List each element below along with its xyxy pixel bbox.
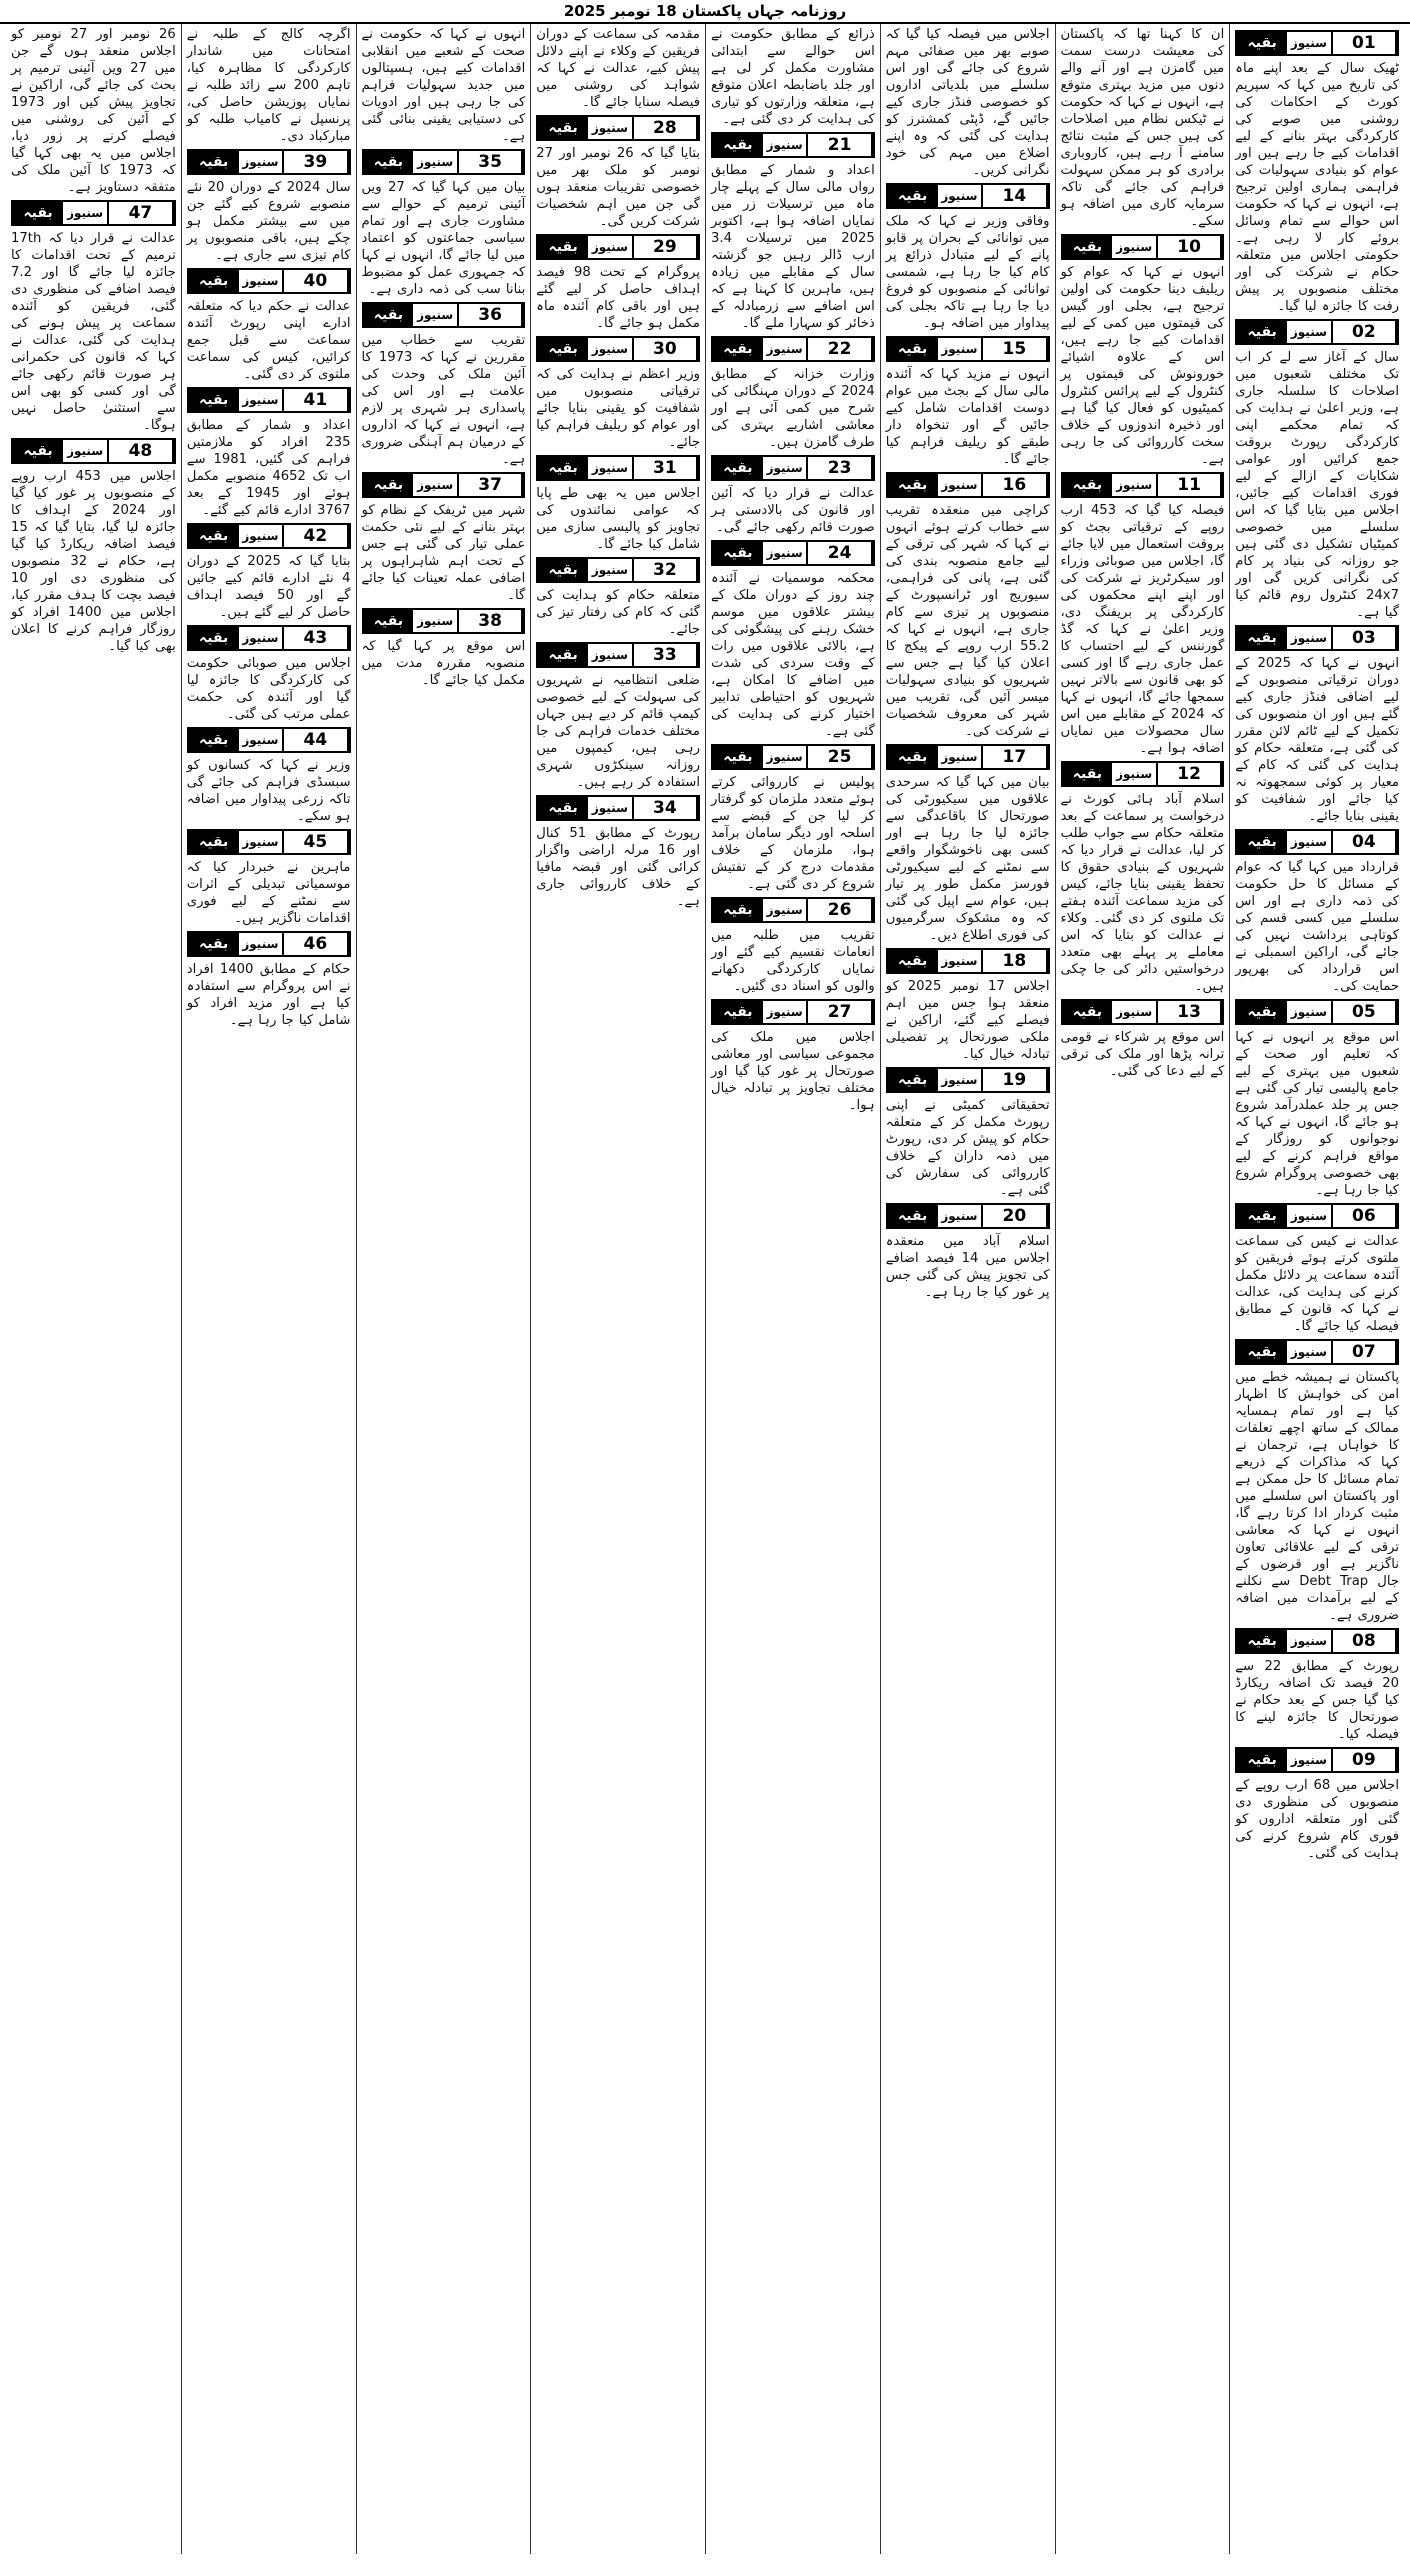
continuation-badge bbox=[362, 608, 526, 634]
badge-tag: سنیوز bbox=[1287, 321, 1333, 343]
badge-tag: سنیوز bbox=[763, 1001, 809, 1023]
badge-label: بقیہ bbox=[888, 185, 938, 207]
badge-tag: سنیوز bbox=[413, 151, 459, 173]
badge-number: 38 bbox=[459, 610, 523, 632]
badge-number: 13 bbox=[1158, 1001, 1222, 1023]
article-paragraph: اس موقع پر انہوں نے کہا کہ تعلیم اور صحت کے شعبوں میں بہتری کے لیے جامع پالیسی تیار کی گئی ہے جس پر جلد عملدرآمد شروع ہو جائے گا، انہوں نے کہا کہ نوجوانوں کو روزگار کے مواقع فراہم کرنے کے لیے بھی خصوصی پروگرام شروع کیا جا رہا ہے۔ bbox=[1235, 1030, 1399, 1198]
article-paragraph: اس موقع پر کہا گیا کہ منصوبہ مقررہ مدت میں مکمل کیا جائے گا۔ bbox=[361, 639, 526, 688]
article-paragraph: انہوں نے کہا کہ عوام کو ریلیف دینا حکومت کی اولین ترجیح ہے، بجلی اور گیس کی قیمتوں میں کمی کے لیے اقدامات کیے جا رہے ہیں، اس کے علاوہ اشیائے خورونوش کی قیمتوں پر کنٹرول کے لیے پرائس کنٹرول کمیٹیوں کو فعال کیا گیا ہے اور ذخیرہ اندوزوں کے خلاف سخت کارروائی کی جا رہی ہے۔ bbox=[1060, 265, 1225, 467]
badge-label: بقیہ bbox=[189, 525, 239, 547]
badge-number: 29 bbox=[634, 236, 698, 258]
badge-tag: سنیوز bbox=[239, 729, 285, 751]
badge-label: بقیہ bbox=[538, 338, 588, 360]
continuation-badge bbox=[886, 744, 1050, 770]
badge-number: 34 bbox=[634, 797, 698, 819]
continuation-badge bbox=[1235, 829, 1399, 855]
columns-container bbox=[6, 24, 1404, 2554]
continuation-badge bbox=[536, 642, 700, 668]
article-paragraph: 26 نومبر اور 27 نومبر کو اجلاس منعقد ہوں گے جن میں 27 ویں آئینی ترمیم پر بحث کی جائے گی، اراکین نے تجاویز پیش کیں اور 1973 کے آئین کی روشنی میں فیصلے کرنے پر زور دیا، اجلاس میں یہ بھی کہا گیا کہ 1973 کا آئین ملک کی متفقہ دستاویز ہے۔ bbox=[11, 27, 176, 195]
continuation-badge bbox=[187, 931, 351, 957]
article-paragraph: بتایا گیا کہ 2025 کے دوران 4 نئے ادارے قائم کیے جائیں گے اور 50 فیصد اہداف حاصل کر لیے گئے ہیں۔ bbox=[186, 554, 351, 620]
badge-tag: سنیوز bbox=[1287, 1341, 1333, 1363]
article-paragraph: حکام کے مطابق 1400 افراد نے اس پروگرام سے استفادہ کیا ہے اور مزید افراد کو شامل کیا جا رہا ہے۔ bbox=[186, 962, 351, 1028]
badge-number: 02 bbox=[1333, 321, 1397, 343]
badge-label: بقیہ bbox=[538, 797, 588, 819]
badge-number: 47 bbox=[109, 202, 174, 224]
continuation-badge bbox=[886, 472, 1050, 498]
badge-number: 19 bbox=[983, 1069, 1047, 1091]
badge-number: 12 bbox=[1158, 763, 1222, 785]
continuation-badge bbox=[362, 472, 526, 498]
badge-label: بقیہ bbox=[364, 474, 414, 496]
badge-tag: سنیوز bbox=[588, 644, 634, 666]
badge-label: بقیہ bbox=[713, 1001, 763, 1023]
badge-label: بقیہ bbox=[538, 559, 588, 581]
badge-label: بقیہ bbox=[888, 746, 938, 768]
badge-tag: سنیوز bbox=[63, 202, 109, 224]
continuation-badge bbox=[711, 336, 875, 362]
article-paragraph: بتایا گیا کہ 26 نومبر اور 27 نومبر کو ملک بھر میں خصوصی تقریبات منعقد ہوں گی جن میں اہم شخصیات شرکت کریں گی۔ bbox=[536, 146, 700, 229]
badge-number: 43 bbox=[284, 627, 348, 649]
article-paragraph: اجلاس میں صوبائی حکومت کی کارکردگی کا جائزہ لیا گیا اور آئندہ کی حکمت عملی مرتب کی گئی۔ bbox=[186, 656, 351, 722]
badge-tag: سنیوز bbox=[1287, 1001, 1333, 1023]
badge-tag: سنیوز bbox=[938, 474, 984, 496]
badge-label: بقیہ bbox=[364, 151, 414, 173]
continuation-badge bbox=[1235, 1747, 1399, 1773]
column-body bbox=[11, 26, 176, 655]
article-paragraph: ذرائع کے مطابق حکومت نے اس حوالے سے ابتدائی مشاورت مکمل کر لی ہے اور جلد باضابطہ اعلان متوقع ہے، متعلقہ وزارتوں کو تیاری کی ہدایت کر دی گئی ہے۔ bbox=[711, 27, 875, 127]
badge-label: بقیہ bbox=[713, 338, 763, 360]
article-paragraph: وزیر اعظم نے ہدایت کی کہ ترقیاتی منصوبوں میں شفافیت کو یقینی بنایا جائے اور عوام کو ریلیف فراہم کیا جائے۔ bbox=[536, 367, 700, 450]
badge-tag: سنیوز bbox=[588, 338, 634, 360]
badge-tag: سنیوز bbox=[938, 1069, 984, 1091]
continuation-badge bbox=[886, 1067, 1050, 1093]
badge-label: بقیہ bbox=[713, 899, 763, 921]
article-paragraph: اجلاس 17 نومبر 2025 کو منعقد ہوا جس میں اہم فیصلے کیے گئے، اراکین نے ملکی صورتحال پر تفصیلی تبادلہ خیال کیا۔ bbox=[885, 979, 1050, 1062]
badge-label: بقیہ bbox=[888, 950, 938, 972]
badge-tag: سنیوز bbox=[763, 746, 809, 768]
badge-number: 11 bbox=[1158, 474, 1222, 496]
continuation-badge bbox=[187, 523, 351, 549]
column-body bbox=[187, 26, 351, 1029]
news-column bbox=[181, 24, 356, 2554]
news-column bbox=[880, 24, 1055, 2554]
continuation-badge bbox=[1061, 761, 1225, 787]
article-paragraph: کراچی میں منعقدہ تقریب سے خطاب کرتے ہوئے انہوں نے کہا کہ شہر کی ترقی کے لیے جامع منصوبہ بندی کی گئی ہے، پانی کی فراہمی، سیوریج اور ٹرانسپورٹ کے منصوبوں پر تیزی سے کام جاری ہے، انہوں نے کہا کہ 55.2 ارب روپے کے پیکج کا اعلان کیا گیا ہے جس سے شہریوں کو بنیادی سہولیات میسر آئیں گی، تقریب میں شہر کی معروف شخصیات نے شرکت کی۔ bbox=[885, 503, 1050, 739]
badge-label: بقیہ bbox=[1237, 1630, 1287, 1652]
badge-label: بقیہ bbox=[1063, 1001, 1113, 1023]
article-paragraph: عدالت نے قرار دیا کہ 17th ترمیم کے تحت اقدامات کا جائزہ لیا جائے گا اور 7.2 فیصد اضافے کی منظوری دی گئی، فریقین کو آئندہ سماعت پر پیش ہونے کی ہدایت کی گئی، عدالت نے کہا کہ قانون کی حکمرانی ہر صورت قائم رکھی جائے گی اور کسی کو بھی اس سے استثنیٰ حاصل نہیں ہوگا۔ bbox=[11, 231, 176, 433]
badge-label: بقیہ bbox=[538, 644, 588, 666]
badge-label: بقیہ bbox=[364, 610, 414, 632]
badge-label: بقیہ bbox=[1063, 763, 1113, 785]
badge-tag: سنیوز bbox=[63, 440, 109, 462]
badge-number: 28 bbox=[634, 117, 698, 139]
column-body bbox=[1235, 30, 1399, 1862]
column-body bbox=[1061, 26, 1225, 1080]
continuation-badge bbox=[536, 557, 700, 583]
continuation-badge bbox=[536, 115, 700, 141]
continuation-badge bbox=[886, 336, 1050, 362]
column-body bbox=[536, 26, 700, 910]
badge-number: 31 bbox=[634, 457, 698, 479]
badge-tag: سنیوز bbox=[1287, 32, 1333, 54]
badge-tag: سنیوز bbox=[1287, 831, 1333, 853]
badge-number: 35 bbox=[459, 151, 523, 173]
badge-number: 01 bbox=[1333, 32, 1397, 54]
column-body bbox=[886, 26, 1050, 1301]
badge-label: بقیہ bbox=[189, 729, 239, 751]
badge-number: 22 bbox=[808, 338, 872, 360]
continuation-badge bbox=[536, 234, 700, 260]
article-paragraph: شہر میں ٹریفک کے نظام کو بہتر بنانے کے لیے نئی حکمت عملی تیار کی گئی ہے جس کے تحت اہم شاہراہوں پر اضافی عملہ تعینات کیا جائے گا۔ bbox=[361, 503, 526, 603]
article-paragraph: عدالت نے قرار دیا کہ آئین اور قانون کی بالادستی ہر صورت قائم رکھی جائے گی۔ bbox=[711, 486, 875, 535]
continuation-badge bbox=[886, 1203, 1050, 1229]
badge-label: بقیہ bbox=[1237, 321, 1287, 343]
article-paragraph: پولیس نے کارروائی کرتے ہوئے متعدد ملزمان کو گرفتار کر لیا جن کے قبضے سے اسلحہ اور دیگر سامان برآمد ہوا، ملزمان کے خلاف مقدمات درج کر کے تفتیش شروع کر دی گئی ہے۔ bbox=[711, 775, 875, 892]
badge-number: 05 bbox=[1333, 1001, 1397, 1023]
news-column bbox=[6, 24, 181, 2554]
continuation-badge bbox=[362, 302, 526, 328]
continuation-badge bbox=[1235, 319, 1399, 345]
article-paragraph: وفاقی وزیر نے کہا کہ ملک میں توانائی کے بحران پر قابو پانے کے لیے متبادل ذرائع پر کام کیا جا رہا ہے، شمسی توانائی کے منصوبوں کو فروغ دیا جا رہا ہے تاکہ بجلی کی پیداوار میں اضافہ ہو۔ bbox=[885, 214, 1050, 331]
badge-number: 30 bbox=[634, 338, 698, 360]
badge-number: 09 bbox=[1333, 1749, 1397, 1771]
continuation-badge bbox=[187, 829, 351, 855]
continuation-badge bbox=[711, 999, 875, 1025]
badge-tag: سنیوز bbox=[1287, 1205, 1333, 1227]
badge-tag: سنیوز bbox=[763, 542, 809, 564]
article-paragraph: فیصلہ کیا گیا کہ 453 ارب روپے کے ترقیاتی بجٹ کو بروقت استعمال میں لایا جائے گا، اجلاس میں صوبائی وزراء اور سیکرٹریز نے شرکت کی اور اپنے اپنے محکموں کی کارکردگی پر بریفنگ دی، وزیر اعلیٰ نے کہا کہ گڈ گورننس کے لیے احتساب کا عمل جاری رہے گا اور کسی کو بھی قانون سے بالاتر نہیں سمجھا جائے گا، انہوں نے کہا کہ 2024 کے مقابلے میں اس سال محصولات میں نمایاں اضافہ ہوا ہے۔ bbox=[1060, 503, 1225, 756]
column-body bbox=[362, 26, 526, 689]
badge-number: 39 bbox=[284, 151, 348, 173]
continuation-badge bbox=[711, 897, 875, 923]
badge-number: 37 bbox=[459, 474, 523, 496]
continuation-badge bbox=[886, 183, 1050, 209]
badge-tag: سنیوز bbox=[763, 134, 809, 156]
badge-label: بقیہ bbox=[189, 627, 239, 649]
badge-tag: سنیوز bbox=[239, 389, 285, 411]
badge-tag: سنیوز bbox=[763, 457, 809, 479]
badge-label: بقیہ bbox=[538, 457, 588, 479]
badge-number: 17 bbox=[983, 746, 1047, 768]
article-paragraph: سال کے آغاز سے لے کر اب تک مختلف شعبوں میں اصلاحات کا سلسلہ جاری ہے، وزیر اعلیٰ نے ہدایت کی کہ تمام محکمے اپنی کارکردگی رپورٹ بروقت جمع کرائیں اور عوامی شکایات کے ازالے کے لیے فوری اقدامات کیے جائیں، اجلاس میں بتایا گیا کہ اس سلسلے میں خصوصی کمیٹیاں تشکیل دی گئی ہیں جو روزانہ کی بنیاد پر کام کی نگرانی کریں گی اور 24x7 کنٹرول روم قائم کیا گیا ہے۔ bbox=[1235, 350, 1399, 620]
badge-tag: سنیوز bbox=[1287, 1630, 1333, 1652]
badge-number: 24 bbox=[808, 542, 872, 564]
continuation-badge bbox=[536, 795, 700, 821]
badge-tag: سنیوز bbox=[413, 610, 459, 632]
badge-label: بقیہ bbox=[1063, 474, 1113, 496]
column-body bbox=[711, 26, 875, 1114]
continuation-badge bbox=[536, 336, 700, 362]
badge-label: بقیہ bbox=[1237, 627, 1287, 649]
article-paragraph: تحقیقاتی کمیٹی نے اپنی رپورٹ مکمل کر کے متعلقہ حکام کو پیش کر دی، رپورٹ میں ذمہ داران کے خلاف کارروائی کی سفارش کی گئی ہے۔ bbox=[885, 1098, 1050, 1198]
badge-label: بقیہ bbox=[189, 933, 239, 955]
badge-tag: سنیوز bbox=[763, 338, 809, 360]
badge-label: بقیہ bbox=[538, 117, 588, 139]
continuation-badge bbox=[1061, 234, 1225, 260]
article-paragraph: عدالت نے کیس کی سماعت ملتوی کرتے ہوئے فریقین کو آئندہ سماعت پر دلائل مکمل کرنے کی ہدایت کی، عدالت نے کہا کہ قانون کے مطابق فیصلہ کیا جائے گا۔ bbox=[1235, 1234, 1399, 1334]
badge-number: 33 bbox=[634, 644, 698, 666]
continuation-badge bbox=[187, 149, 351, 175]
badge-label: بقیہ bbox=[713, 457, 763, 479]
continuation-badge bbox=[187, 387, 351, 413]
badge-number: 32 bbox=[634, 559, 698, 581]
badge-tag: سنیوز bbox=[413, 474, 459, 496]
badge-label: بقیہ bbox=[1237, 831, 1287, 853]
badge-tag: سنیوز bbox=[239, 151, 285, 173]
badge-number: 18 bbox=[983, 950, 1047, 972]
continuation-badge bbox=[1235, 999, 1399, 1025]
badge-tag: سنیوز bbox=[588, 797, 634, 819]
article-paragraph: رپورٹ کے مطابق 22 سے 20 فیصد تک اضافہ ریکارڈ کیا گیا جس کے بعد حکام نے صورتحال کا جائزہ لینے کا فیصلہ کیا۔ bbox=[1235, 1659, 1399, 1742]
badge-label: بقیہ bbox=[189, 831, 239, 853]
badge-label: بقیہ bbox=[713, 746, 763, 768]
continuation-badge bbox=[362, 149, 526, 175]
continuation-badge bbox=[1061, 472, 1225, 498]
continuation-badge bbox=[536, 455, 700, 481]
continuation-badge bbox=[11, 438, 176, 464]
continuation-badge bbox=[711, 132, 875, 158]
article-paragraph: رپورٹ کے مطابق 51 کنال اور 16 مرلہ اراضی واگزار کرائی گئی اور قبضہ مافیا کے خلاف کارروائی جاری ہے۔ bbox=[536, 826, 701, 909]
article-paragraph: ان کا کہنا تھا کہ پاکستان کی معیشت درست سمت میں گامزن ہے اور آنے والے دنوں میں مزید بہتری متوقع ہے، انہوں نے کہا کہ حکومت نے ٹیکس نظام میں اصلاحات کی ہیں جس کے مثبت نتائج سامنے آ رہے ہیں، کاروباری برادری کو ہر ممکن سہولت فراہم کی جائے گی تاکہ سرمایہ کاری میں اضافہ ہو سکے۔ bbox=[1060, 27, 1225, 229]
article-paragraph: اجلاس میں فیصلہ کیا گیا کہ صوبے بھر میں صفائی مہم شروع کی جائے گی اور اس سلسلے میں بلدیاتی اداروں کو خصوصی فنڈز جاری کیے جائیں گے، ڈپٹی کمشنرز کو ہدایت کی گئی کہ وہ اپنے اضلاع میں مہم کی خود نگرانی کریں۔ bbox=[885, 27, 1050, 178]
article-paragraph: ماہرین نے خبردار کیا کہ موسمیاتی تبدیلی کے اثرات سے نمٹنے کے لیے فوری اقدامات ناگزیر ہیں۔ bbox=[186, 860, 351, 926]
badge-tag: سنیوز bbox=[239, 270, 285, 292]
badge-tag: سنیوز bbox=[938, 746, 984, 768]
badge-label: بقیہ bbox=[1237, 1749, 1287, 1771]
news-column bbox=[705, 24, 880, 2554]
badge-label: بقیہ bbox=[1237, 32, 1287, 54]
badge-tag: سنیوز bbox=[1112, 763, 1158, 785]
article-paragraph: عدالت نے حکم دیا کہ متعلقہ ادارے اپنی رپورٹ آئندہ سماعت سے قبل جمع کرائیں، کیس کی سماعت ملتوی کر دی گئی۔ bbox=[186, 299, 351, 382]
article-paragraph: ضلعی انتظامیہ نے شہریوں کی سہولت کے لیے خصوصی کیمپ قائم کر دیے ہیں جہاں مختلف خدمات فراہم کی جا رہی ہیں، کیمپوں میں روزانہ سینکڑوں شہری استفادہ کر رہے ہیں۔ bbox=[536, 673, 700, 790]
badge-tag: سنیوز bbox=[588, 236, 634, 258]
article-paragraph: بیان میں کہا گیا کہ 27 ویں آئینی ترمیم کے حوالے سے مشاورت جاری ہے اور تمام سیاسی جماعتوں کو اعتماد میں لیا جائے گا، انہوں نے کہا کہ جمہوری عمل کو مضبوط بنانا سب کی ذمہ داری ہے۔ bbox=[361, 180, 526, 297]
article-paragraph: اجلاس میں 68 ارب روپے کے منصوبوں کی منظوری دی گئی اور متعلقہ اداروں کو فوری کام شروع کرنے کی ہدایت کی گئی۔ bbox=[1235, 1778, 1399, 1861]
badge-tag: سنیوز bbox=[1112, 474, 1158, 496]
article-paragraph: اعداد و شمار کے مطابق 235 افراد کو ملازمتیں فراہم کی گئیں، 1981 سے اب تک 4652 منصوبے مکمل ہوئے اور 1945 کے بعد 3767 ادارے قائم کیے گئے۔ bbox=[186, 418, 351, 518]
badge-label: بقیہ bbox=[713, 542, 763, 564]
article-paragraph: وزارت خزانہ کے مطابق 2024 کے دوران مہنگائی کی شرح میں کمی آئی ہے اور معاشی اشاریے بہتری کی طرف گامزن ہیں۔ bbox=[711, 367, 875, 450]
article-paragraph: اجلاس میں 453 ارب روپے کے منصوبوں پر غور کیا گیا اور 2024 کے اہداف کا جائزہ لیا گیا، بتایا گیا کہ 15 فیصد اضافہ ریکارڈ کیا گیا ہے، حکام نے 32 منصوبوں کی منظوری دی اور 10 فیصد بچت کا ہدف مقرر کیا، اجلاس میں 1400 افراد کو روزگار فراہم کرنے کا اعلان بھی کیا گیا۔ bbox=[11, 469, 176, 654]
badge-number: 06 bbox=[1333, 1205, 1397, 1227]
article-paragraph: پروگرام کے تحت 98 فیصد اہداف حاصل کر لیے گئے ہیں اور باقی کام آئندہ ماہ مکمل ہو جائے گا۔ bbox=[536, 265, 700, 331]
badge-tag: سنیوز bbox=[588, 457, 634, 479]
article-paragraph: محکمہ موسمیات نے آئندہ چند روز کے دوران ملک کے بیشتر علاقوں میں موسم خشک رہنے کی پیشگوئی کی ہے، بالائی علاقوں میں رات کے وقت سردی کی شدت میں اضافے کا امکان ہے، شہریوں کو احتیاطی تدابیر اختیار کرنے کی ہدایت کی گئی ہے۔ bbox=[711, 571, 875, 739]
badge-label: بقیہ bbox=[1237, 1001, 1287, 1023]
badge-number: 44 bbox=[284, 729, 348, 751]
continuation-badge bbox=[1235, 30, 1399, 56]
badge-tag: سنیوز bbox=[413, 304, 459, 326]
news-column bbox=[530, 24, 705, 2554]
badge-number: 27 bbox=[808, 1001, 872, 1023]
badge-tag: سنیوز bbox=[938, 950, 984, 972]
badge-tag: سنیوز bbox=[1112, 236, 1158, 258]
badge-number: 20 bbox=[983, 1205, 1047, 1227]
page-masthead: روزنامہ جہاں پاکستان 18 نومبر 2025 bbox=[0, 0, 1410, 24]
badge-tag: سنیوز bbox=[239, 831, 285, 853]
badge-number: 21 bbox=[808, 134, 872, 156]
badge-label: بقیہ bbox=[1237, 1205, 1287, 1227]
badge-number: 23 bbox=[808, 457, 872, 479]
badge-number: 26 bbox=[808, 899, 872, 921]
badge-number: 03 bbox=[1333, 627, 1397, 649]
article-paragraph: اسلام آباد میں منعقدہ اجلاس میں 14 فیصد اضافے کی تجویز پیش کی گئی جس پر غور کیا جا رہا ہے۔ bbox=[885, 1234, 1050, 1300]
badge-tag: سنیوز bbox=[1287, 627, 1333, 649]
badge-tag: سنیوز bbox=[1287, 1749, 1333, 1771]
badge-label: بقیہ bbox=[189, 151, 239, 173]
badge-tag: سنیوز bbox=[938, 185, 984, 207]
badge-label: بقیہ bbox=[189, 270, 239, 292]
article-paragraph: اگرچہ کالج کے طلبہ نے امتحانات میں شاندار کارکردگی کا مظاہرہ کیا، تاہم 200 سے زائد طلبہ نے نمایاں پوزیشن حاصل کی، پرنسپل نے کامیاب طلبہ کو مبارکباد دی۔ bbox=[186, 27, 351, 144]
badge-label: بقیہ bbox=[1237, 1341, 1287, 1363]
badge-number: 08 bbox=[1333, 1630, 1397, 1652]
continuation-badge bbox=[711, 455, 875, 481]
badge-number: 45 bbox=[284, 831, 348, 853]
badge-label: بقیہ bbox=[13, 440, 63, 462]
badge-tag: سنیوز bbox=[938, 1205, 984, 1227]
article-paragraph: ٹھیک سال کے بعد اپنے ماہ کی تاریخ میں کہا کہ سپریم کورٹ کے احکامات کی روشنی میں صوبے کی کارکردگی بہتر بنانے کے لیے اقدامات کیے جا رہے ہیں اور عوام کو بنیادی سہولیات کی فراہمی ہماری اولین ترجیح ہے، انہوں نے کہا کہ حکومت اس حوالے سے تمام وسائل بروئے کار لا رہی ہے۔ حکومتی اجلاس میں متعلقہ حکام نے شرکت کی اور مختلف منصوبوں پر پیش رفت کا جائزہ لیا گیا۔ bbox=[1235, 61, 1399, 314]
continuation-badge bbox=[11, 200, 176, 226]
badge-number: 40 bbox=[284, 270, 348, 292]
article-paragraph: انہوں نے مزید کہا کہ آئندہ مالی سال کے بجٹ میں عوام دوست اقدامات شامل کیے جائیں گے اور تنخواہ دار طبقے کو ریلیف فراہم کیا جائے گا۔ bbox=[885, 367, 1050, 467]
article-paragraph: اس موقع پر شرکاء نے قومی ترانہ پڑھا اور ملک کی ترقی کے لیے دعا کی گئی۔ bbox=[1060, 1030, 1225, 1079]
badge-number: 25 bbox=[808, 746, 872, 768]
badge-number: 04 bbox=[1333, 831, 1397, 853]
badge-label: بقیہ bbox=[189, 389, 239, 411]
article-paragraph: اجلاس میں یہ بھی طے پایا کہ عوامی نمائندوں کی تجاویز کو پالیسی سازی میں شامل کیا جائے گا۔ bbox=[536, 486, 700, 552]
article-paragraph: اسلام آباد ہائی کورٹ نے درخواست پر سماعت کے بعد متعلقہ حکام سے جواب طلب کر لیا، عدالت نے قرار دیا کہ شہریوں کے بنیادی حقوق کا تحفظ یقینی بنایا جائے، کیس کی مزید سماعت آئندہ ہفتے تک ملتوی کر دی گئی۔ وکلاء نے عدالت کو بتایا کہ اس معاملے پر پہلے بھی متعدد درخواستیں دائر کی جا چکی ہیں۔ bbox=[1060, 792, 1225, 994]
article-paragraph: انہوں نے کہا کہ 2025 کے دوران ترقیاتی منصوبوں کے لیے اضافی فنڈز جاری کیے گئے ہیں اور ان منصوبوں کی تکمیل کے لیے ٹائم لائن مقرر کی گئی ہے، متعلقہ حکام کو ہدایت کی گئی کہ کام کے معیار پر کوئی سمجھوتہ نہ کیا جائے اور شفافیت کو یقینی بنایا جائے۔ bbox=[1235, 656, 1399, 824]
continuation-badge bbox=[1235, 1203, 1399, 1229]
continuation-badge bbox=[187, 268, 351, 294]
article-paragraph: انہوں نے کہا کہ حکومت نے صحت کے شعبے میں انقلابی اقدامات کیے ہیں، ہسپتالوں میں جدید سہولیات فراہم کی جا رہی ہیں اور ادویات کی دستیابی یقینی بنائی گئی ہے۔ bbox=[361, 27, 526, 144]
news-column bbox=[1055, 24, 1230, 2554]
continuation-badge bbox=[187, 727, 351, 753]
continuation-badge bbox=[1235, 1339, 1399, 1365]
badge-tag: سنیوز bbox=[1112, 1001, 1158, 1023]
article-paragraph: اعداد و شمار کے مطابق رواں مالی سال کے پہلے چار ماہ میں ترسیلات زر میں نمایاں اضافہ ہوا ہے، اکتوبر 2025 میں ترسیلات 3.4 ارب ڈالر رہیں جو گزشتہ سال کے مقابلے میں زیادہ ہیں، ماہرین کا کہنا ہے کہ اس اضافے سے زرمبادلہ کے ذخائر کو سہارا ملے گا۔ bbox=[711, 163, 875, 331]
article-paragraph: مقدمہ کی سماعت کے دوران فریقین کے وکلاء نے اپنے دلائل پیش کیے، عدالت نے کہا کہ شواہد کی روشنی میں فیصلہ سنایا جائے گا۔ bbox=[536, 27, 700, 110]
badge-label: بقیہ bbox=[364, 304, 414, 326]
badge-label: بقیہ bbox=[888, 338, 938, 360]
badge-label: بقیہ bbox=[888, 474, 938, 496]
badge-label: بقیہ bbox=[13, 202, 63, 224]
badge-label: بقیہ bbox=[538, 236, 588, 258]
badge-tag: سنیوز bbox=[763, 899, 809, 921]
badge-tag: سنیوز bbox=[239, 627, 285, 649]
article-paragraph: متعلقہ حکام کو ہدایت کی گئی کہ کام کی رفتار تیز کی جائے۔ bbox=[536, 588, 700, 637]
article-paragraph: تقریب میں طلبہ میں انعامات تقسیم کیے گئے اور نمایاں کارکردگی دکھانے والوں کو اسناد دی گئیں۔ bbox=[711, 928, 875, 994]
badge-number: 16 bbox=[983, 474, 1047, 496]
article-paragraph: وزیر نے کہا کہ کسانوں کو سبسڈی فراہم کی جائے گی تاکہ زرعی پیداوار میں اضافہ ہو سکے۔ bbox=[186, 758, 351, 824]
badge-number: 46 bbox=[284, 933, 348, 955]
badge-number: 07 bbox=[1333, 1341, 1397, 1363]
badge-label: بقیہ bbox=[888, 1069, 938, 1091]
continuation-badge bbox=[711, 744, 875, 770]
article-paragraph: تقریب سے خطاب میں مقررین نے کہا کہ 1973 کا آئین ملک کی وحدت کی علامت ہے اور اس کی پاسداری ہر شہری پر لازم ہے، انہوں نے کہا کہ اداروں کے درمیان ہم آہنگی ضروری ہے۔ bbox=[361, 333, 526, 467]
badge-label: بقیہ bbox=[713, 134, 763, 156]
badge-tag: سنیوز bbox=[239, 525, 285, 547]
news-column bbox=[1229, 24, 1404, 2554]
news-column bbox=[356, 24, 531, 2554]
continuation-badge bbox=[1235, 625, 1399, 651]
badge-tag: سنیوز bbox=[938, 338, 984, 360]
continuation-badge bbox=[1235, 1628, 1399, 1654]
badge-number: 42 bbox=[284, 525, 348, 547]
badge-number: 15 bbox=[983, 338, 1047, 360]
badge-label: بقیہ bbox=[1063, 236, 1113, 258]
badge-number: 14 bbox=[983, 185, 1047, 207]
badge-number: 10 bbox=[1158, 236, 1222, 258]
badge-number: 41 bbox=[284, 389, 348, 411]
badge-tag: سنیوز bbox=[588, 117, 634, 139]
article-paragraph: اجلاس میں ملک کی مجموعی سیاسی اور معاشی صورتحال پر غور کیا گیا اور مختلف تجاویز پر تبادلہ خیال ہوا۔ bbox=[711, 1030, 875, 1113]
continuation-badge bbox=[886, 948, 1050, 974]
article-paragraph: قرارداد میں کہا گیا کہ عوام کے مسائل کا حل حکومت کی ذمہ داری ہے اور اس سلسلے میں کسی قسم کی کوتاہی برداشت نہیں کی جائے گی، اراکین اسمبلی نے اس قرارداد کی بھرپور حمایت کی۔ bbox=[1235, 860, 1399, 994]
badge-tag: سنیوز bbox=[239, 933, 285, 955]
article-paragraph: سال 2024 کے دوران 20 نئے منصوبے شروع کیے گئے جن میں سے بیشتر مکمل ہو چکے ہیں، باقی منصوبوں پر کام تیزی سے جاری ہے۔ bbox=[186, 180, 351, 263]
article-paragraph: پاکستان نے ہمیشہ خطے میں امن کی خواہش کا اظہار کیا ہے اور تمام ہمسایہ ممالک کے ساتھ اچھے تعلقات کا خواہاں ہے، ترجمان نے کہا کہ مذاکرات کے ذریعے تمام مسائل کا حل ممکن ہے اور پاکستان اس سلسلے میں مثبت کردار ادا کرتا رہے گا، انہوں نے کہا کہ معاشی ترقی کے لیے علاقائی تعاون ناگزیر ہے اور قرضوں کے جال Debt Trap سے نکلنے کے لیے برآمدات میں اضافہ ضروری ہے۔ bbox=[1235, 1370, 1400, 1623]
badge-number: 48 bbox=[109, 440, 174, 462]
continuation-badge bbox=[1061, 999, 1225, 1025]
article-paragraph: بیان میں کہا گیا کہ سرحدی علاقوں میں سیکیورٹی کی صورتحال کا باقاعدگی سے جائزہ لیا جا رہا ہے اور کسی بھی ناخوشگوار واقعے سے نمٹنے کے لیے سیکیورٹی فورسز مکمل طور پر تیار ہیں، عوام سے اپیل کی گئی کہ وہ مشکوک سرگرمیوں کی فوری اطلاع دیں۔ bbox=[885, 775, 1050, 943]
continuation-badge bbox=[187, 625, 351, 651]
badge-number: 36 bbox=[459, 304, 523, 326]
badge-tag: سنیوز bbox=[588, 559, 634, 581]
badge-label: بقیہ bbox=[888, 1205, 938, 1227]
continuation-badge bbox=[711, 540, 875, 566]
